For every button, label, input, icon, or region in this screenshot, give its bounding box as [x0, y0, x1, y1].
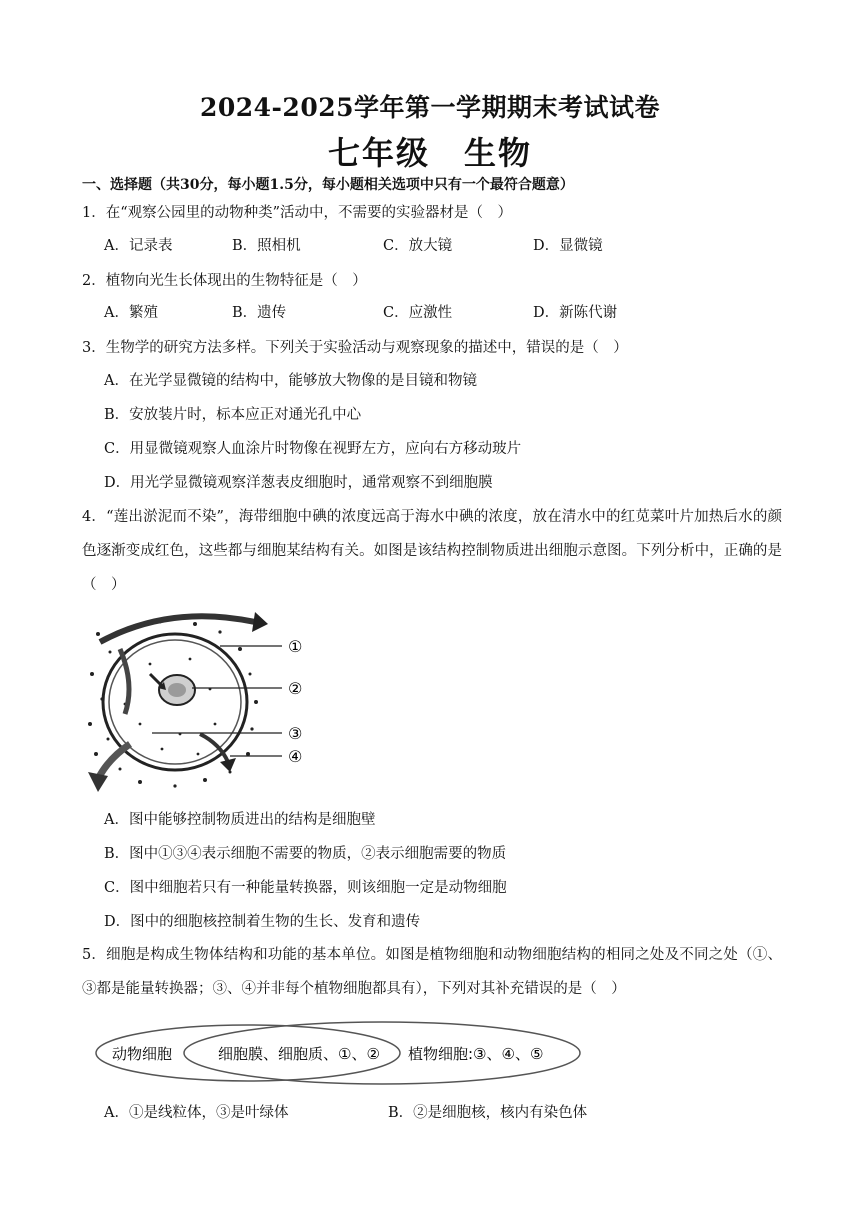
q4-option-a: A．图中能够控制物质进出的结构是细胞壁 [104, 812, 376, 828]
label-1: ① [288, 637, 303, 656]
q4-option-c: C．图中细胞若只有一种能量转换器，则该细胞一定是动物细胞 [104, 880, 507, 896]
q1-option-d: D．显微镜 [533, 238, 603, 254]
section-heading: 一、选择题（共30分，每小题1.5分，每小题相关选项中只有一个最符合题意） [82, 177, 574, 193]
q5-stem: 5．细胞是构成生物体结构和功能的基本单位。如图是植物细胞和动物细胞结构的相同之处及不同之处（①、③都是能量转换器；③、④并非每个植物细胞都具有），下列对其补充错误的是（ ） [82, 947, 782, 997]
q2-stem: 2．植物向光生长体现出的生物特征是（ ） [82, 273, 367, 289]
q1-stem: 1．在“观察公园里的动物种类”活动中，不需要的实验器材是（ ） [82, 205, 513, 221]
label-4: ④ [288, 747, 303, 766]
q3-option-d: D．用光学显微镜观察洋葱表皮细胞时，通常观察不到细胞膜 [104, 475, 493, 491]
q1-option-a: A．记录表 [104, 238, 173, 254]
venn-left-label: 动物细胞 [112, 1045, 173, 1063]
q2-option-b: B．遗传 [232, 305, 287, 321]
label-2: ② [288, 679, 303, 698]
q4-option-d: D．图中的细胞核控制着生物的生长、发育和遗传 [104, 914, 421, 930]
venn-middle-label: 细胞膜、细胞质、①、② [218, 1045, 380, 1063]
q1-option-c: C．放大镜 [383, 238, 453, 254]
q3-stem: 3．生物学的研究方法多样。下列关于实验活动与观察现象的描述中，错误的是（ ） [82, 340, 628, 356]
q1-option-b: B．照相机 [232, 238, 301, 254]
exam-title: 2024-2025学年第一学期期末考试试卷 [199, 93, 661, 122]
label-3: ③ [288, 724, 303, 743]
venn-right-label: 植物细胞:③、④、⑤ [408, 1045, 544, 1063]
q2-option-c: C．应激性 [383, 305, 453, 321]
exam-subtitle: 七年级 生物 [327, 134, 532, 172]
q4-option-b: B．图中①③④表示细胞不需要的物质，②表示细胞需要的物质 [104, 846, 507, 862]
venn-diagram [90, 1018, 590, 1088]
q3-option-b: B．安放装片时，标本应正对通光孔中心 [104, 407, 362, 423]
q3-option-a: A．在光学显微镜的结构中，能够放大物像的是目镜和物镜 [104, 373, 477, 389]
q5-option-a: A．①是线粒体，③是叶绿体 [104, 1105, 289, 1121]
cell-membrane-diagram [80, 604, 310, 794]
q3-option-c: C．用显微镜观察人血涂片时物像在视野左方，应向右方移动玻片 [104, 441, 522, 457]
q5-option-b: B．②是细胞核，核内有染色体 [388, 1105, 588, 1121]
q2-option-d: D．新陈代谢 [533, 305, 618, 321]
q4-stem: 4．“莲出淤泥而不染”，海带细胞中碘的浓度远高于海水中碘的浓度，放在清水中的红苋菜叶片加热后水的颜色逐渐变成红色，这些都与细胞某结构有关。如图是该结构控制物质进出细胞示意图。下列分析中，正确的是（ ） [82, 509, 782, 593]
q2-option-a: A．繁殖 [104, 305, 158, 321]
